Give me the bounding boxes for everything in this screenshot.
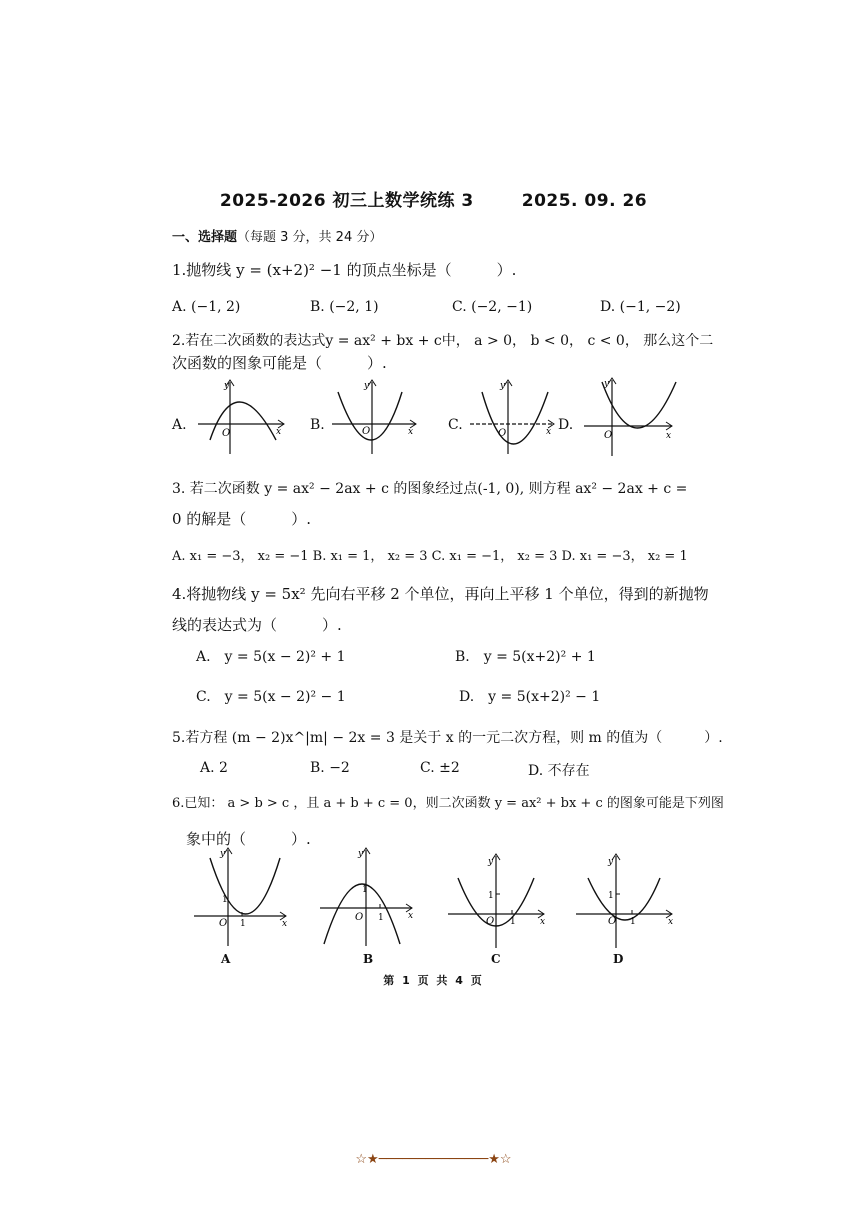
q2-graph-d [580,376,680,458]
question-6-line2: 象中的（ ）. [186,830,311,848]
svg-text:O: O [498,428,507,439]
svg-text:y: y [358,849,364,859]
svg-text:O: O [219,918,228,929]
q6-graph-d [574,852,678,952]
exam-title: 2025-2026 初三上数学统练 3 [219,191,474,211]
svg-text:x: x [540,917,546,927]
svg-text:O: O [608,916,617,927]
page-title [0,186,867,211]
svg-text:x: x [668,917,674,927]
svg-text:y: y [488,857,494,867]
svg-text:y: y [604,379,610,389]
section-note: （每题 3 分，共 24 分） [237,230,383,245]
q4-option-a: A. y = 5(x − 2)² + 1 [196,649,346,665]
q6-graph-c [446,852,550,952]
svg-text:y: y [500,381,506,391]
q5-option-c: C. ±2 [420,760,460,776]
q2-graph-a [196,378,288,458]
svg-text:x: x [408,427,414,437]
svg-text:1: 1 [222,895,228,905]
q5-option-d: D. 不存在 [528,763,590,779]
q1-option-b: B. (−2, 1) [310,299,379,315]
q1-option-d: D. (−1, −2) [600,299,681,315]
q6-caption-d: D [613,952,624,966]
svg-text:1: 1 [510,917,516,927]
q6-caption-b: B [363,952,374,966]
q3-options: A. x₁ = −3， x₂ = −1 B. x₁ = 1， x₂ = 3 C. x₁ = −1， x₂ = 3 D. x₁ = −3， x₂ = 1 [172,549,688,564]
q6-graph-a [192,846,292,950]
q2-graph-label-d: D. [558,417,574,433]
q5-option-b: B. −2 [310,760,350,776]
svg-text:1: 1 [630,917,636,927]
svg-text:y: y [224,381,230,391]
svg-text:1: 1 [362,885,368,895]
svg-text:x: x [276,427,282,437]
svg-text:x: x [666,431,672,441]
svg-text:O: O [604,430,613,441]
q2-graph-label-a: A. [172,417,187,433]
question-2-line2: 次函数的图象可能是（ ）. [172,354,387,372]
svg-text:x: x [282,919,288,929]
svg-text:O: O [486,916,495,927]
q6-graph-b [318,846,418,950]
q4-option-d: D. y = 5(x+2)² − 1 [459,689,601,705]
q2-graph-label-b: B. [310,417,325,433]
svg-text:1: 1 [378,913,384,923]
svg-text:1: 1 [240,919,246,929]
svg-text:1: 1 [608,891,614,901]
q2-graph-label-c: C. [448,417,463,433]
svg-text:O: O [362,426,371,437]
q4-option-c: C. y = 5(x − 2)² − 1 [196,689,346,705]
q6-caption-a: A [221,952,231,966]
question-4-line1: 4.将抛物线 y = 5x² 先向右平移 2 个单位，再向上平移 1 个单位，得到的新抛物 [172,585,709,603]
question-2-line1: 2.若在二次函数的表达式y = ax² + bx + c中， a > 0， b < 0， c < 0， 那么这个二 [172,333,714,349]
question-3-line1: 3. 若二次函数 y = ax² − 2ax + c 的图象经过点(-1, 0), 则方程 ax² − 2ax + c = [172,481,688,497]
section-title: 一、选择题 [172,230,238,245]
svg-text:1: 1 [488,891,494,901]
question-4-line2: 线的表达式为（ ）. [172,616,342,634]
svg-text:O: O [355,912,364,923]
q5-option-a: A. 2 [200,760,228,776]
svg-text:y: y [364,381,370,391]
q6-caption-c: C [491,952,501,966]
page-number: 第 1 页 共 4 页 [383,974,484,987]
footer-decoration: ☆★──────────────★☆ [355,1152,512,1167]
svg-text:x: x [408,911,414,921]
svg-text:y: y [608,857,614,867]
svg-text:y: y [220,849,226,859]
q1-option-a: A. (−1, 2) [172,299,241,315]
svg-text:x: x [546,427,552,437]
q2-graph-c [468,378,558,458]
q2-graph-b [330,378,420,458]
question-5-text: 5.若方程 (m − 2)x^|m| − 2x = 3 是关于 x 的一元二次方程，则 m 的值为（ ）. [172,730,723,746]
exam-date: 2025. 09. 26 [521,191,648,211]
question-3-line2: 0 的解是（ ）. [172,510,312,528]
question-6-line1: 6.已知： a > b > c ，且 a + b + c = 0，则二次函数 y = ax² + bx + c 的图象可能是下列图 [172,796,724,811]
svg-text:O: O [222,428,231,439]
question-1-text: 1.抛物线 y = (x+2)² −1 的顶点坐标是（ ）. [172,261,517,279]
q1-option-c: C. (−2, −1) [452,299,533,315]
q4-option-b: B. y = 5(x+2)² + 1 [455,649,596,665]
section-heading [172,226,382,245]
